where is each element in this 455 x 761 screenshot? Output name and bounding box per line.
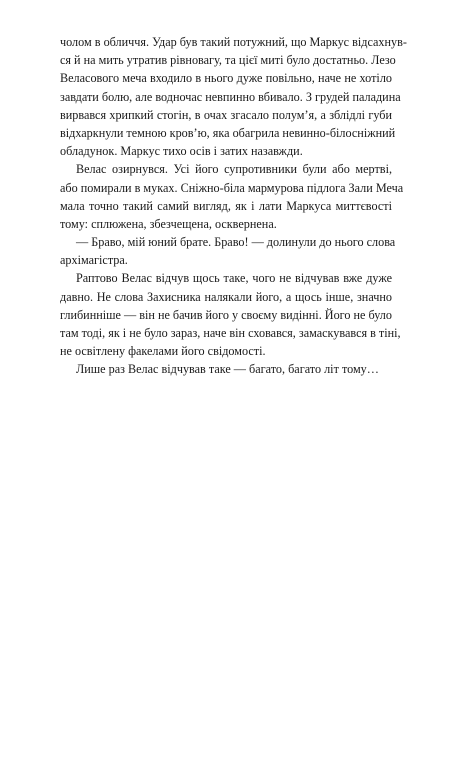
- text-line: тому: сплюжена, збезчещена, осквернена.: [60, 216, 277, 231]
- text-line: архімагістра.: [60, 253, 128, 268]
- text-line: чолом в обличчя. Удар був такий потужний, що Маркус відсахнув-: [60, 35, 407, 49]
- text-line: ся й на мить утратив рівновагу, та цієї миті було достатньо. Лезо: [60, 53, 396, 68]
- text-line: Велас озирнувся. Усі його супротивники були або мертві,: [76, 162, 392, 177]
- text-line: глибинніше — він не бачив його у своєму видінні. Його не було: [60, 307, 392, 322]
- text-line: Веласового меча входило в нього дуже повільно, наче не хотіло: [60, 71, 392, 86]
- text-line: обладунок. Маркус тихо осів і затих назавжди.: [60, 144, 303, 159]
- text-line: завдати болю, але водночас невпинно вбивало. З грудей паладина: [60, 89, 401, 104]
- text-line: Лише раз Велас відчував таке — багато, багато літ тому…: [76, 362, 379, 377]
- text-line: давно. Не слова Захисника налякали його, а щось інше, значно: [60, 289, 392, 304]
- text-line: не освітлену факелами його свідомості.: [60, 344, 266, 359]
- text-line: або помирали в муках. Сніжно-біла мармурова підлога Зали Меча: [60, 180, 404, 195]
- text-line: мала точно такий самий вигляд, як і лати Маркуса миттєвості: [60, 198, 392, 213]
- text-line: відхаркнули темною кров’ю, яка обагрила невинно-білосніжний: [60, 125, 396, 140]
- text-line: там тоді, як і не було зараз, наче він сховався, замаскувався в тіні,: [60, 326, 401, 340]
- text-line: — Браво, мій юний брате. Браво! — долинули до нього слова: [76, 235, 396, 250]
- text-line: вирвався хрипкий стогін, в очах згасало полум’я, а зблідлі губи: [60, 107, 392, 122]
- text-line: Раптово Велас відчув щось таке, чого не відчував вже дуже: [76, 271, 392, 286]
- body-text: [60, 33, 407, 379]
